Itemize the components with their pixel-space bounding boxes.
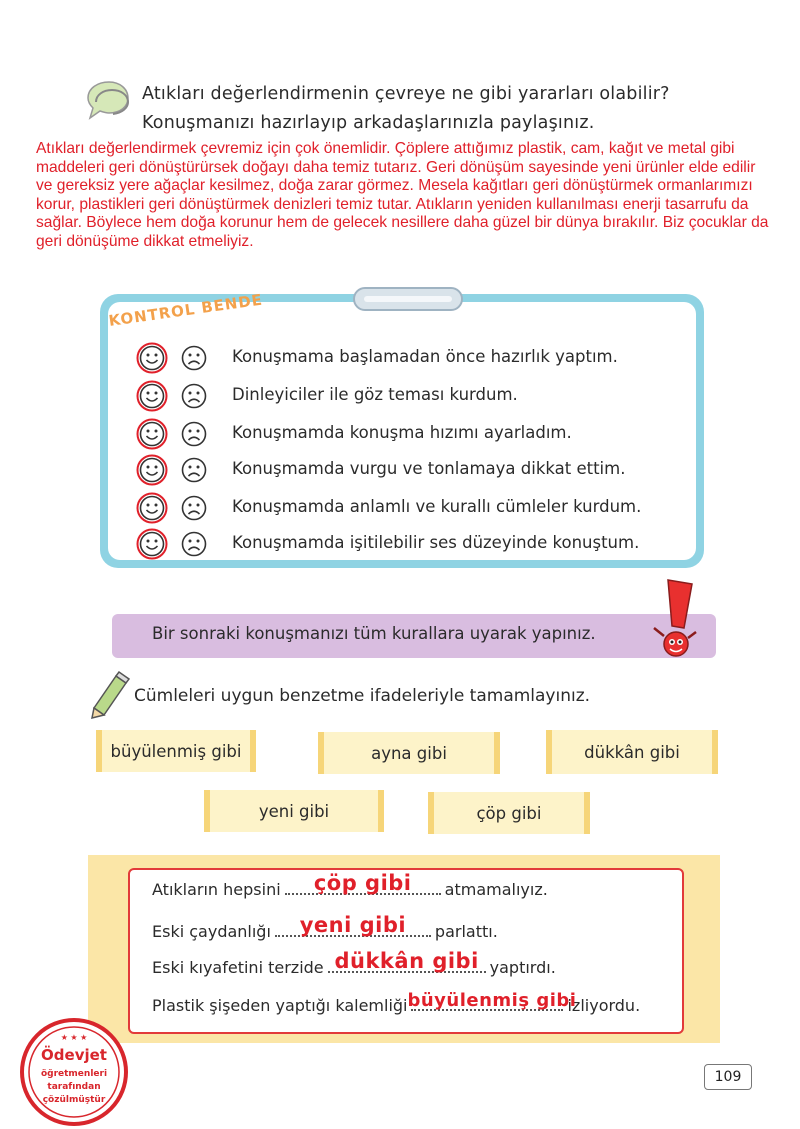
sentence-after: parlattı. [434,922,498,941]
smile-face-icon[interactable] [136,342,168,374]
checklist-row [136,492,696,526]
checklist-item-text: Konuşmamda vurgu ve tonlamaya dikkat ettim. [232,459,626,478]
checklist-row [136,342,696,376]
kontrol-bende-title: KONTROL BENDE [107,290,264,330]
word-option-label: büyülenmiş gibi [110,741,242,761]
sentence-before: Eski kıyafetini terzide [152,958,324,977]
stamp-line-4: çözülmüştür [42,1095,106,1105]
answer-blank[interactable] [407,990,577,1015]
sad-face-icon[interactable] [178,418,210,450]
checklist-item-text: Konuşmamda anlamlı ve kurallı cümleler kurdum. [232,497,642,516]
smile-face-icon[interactable] [136,380,168,412]
sentence-after: yaptırdı. [489,958,556,977]
sentence-before: Atıkların hepsini [152,880,281,899]
svg-text:★ ★ ★: ★ ★ ★ [60,1033,88,1042]
stamp-line-3: tarafından [47,1082,101,1092]
sad-face-icon[interactable] [178,454,210,486]
checklist-item-text: Dinleyiciler ile göz teması kurdum. [232,385,518,404]
checklist-row [136,418,696,452]
answer-blank[interactable] [324,949,490,977]
word-option [96,730,256,772]
sentence-before: Plastik şişeden yaptığı kalemliği [152,996,408,1015]
checklist-row [136,454,696,488]
smile-face-icon[interactable] [136,454,168,486]
checklist-row [136,528,696,562]
sentence-2 [152,913,498,941]
sentence-3 [152,949,556,977]
question-line-2: Konuşmanızı hazırlayıp arkadaşlarınızla paylaşınız. [142,113,595,133]
sentence-1 [152,871,548,899]
smile-face-icon[interactable] [136,418,168,450]
checklist-row [136,380,696,414]
word-option [546,730,718,774]
answer-text: Atıkları değerlendirmek çevremiz için çok önemlidir. Çöplere attığımız plastik, cam, kağıt ve metal gibi maddeleri geri dönüştürürsek doğayı daha temiz tutarız. Geri dönüşüm sayesinde yeni ürünler elde edilir ve gereksiz yere ağaçlar kesilmez, doğa zarar görmez. Mesela kağıtları geri dönüştürmek ormanlarımızı korur, plastikleri geri dönüştürmek denizleri temiz tutar. Atıkların yeniden kullanılması enerji tasarrufu da sağlar. Böylece hem doğa korunur hem de gelecek nesillere daha güzel bir dünya bırakılır. Biz çocuklar da geri dönüşüme dikkat etmeliyiz. [36,140,769,250]
smile-face-icon[interactable] [136,528,168,560]
word-option [318,732,500,774]
checklist-item-text: Konuşmamda işitilebilir ses düzeyinde konuştum. [232,533,640,552]
sad-face-icon[interactable] [178,492,210,524]
smile-face-icon[interactable] [136,492,168,524]
checklist-item-text: Konuşmama başlamadan önce hazırlık yaptım. [232,347,618,366]
sentence-after: izliyordu. [567,996,641,1015]
speech-bubble-icon [82,78,132,126]
answer-blank[interactable] [281,871,445,899]
answer-handwritten: yeni gibi [299,913,407,937]
exclamation-mascot-icon [646,576,704,662]
odevjet-stamp [18,1016,130,1128]
stamp-line-2: öğretmenleri [40,1069,108,1079]
word-option-label: ayna gibi [371,743,447,763]
page-number: 109 [704,1064,752,1090]
sad-face-icon[interactable] [178,380,210,412]
word-option-label: çöp gibi [476,803,542,823]
sad-face-icon[interactable] [178,528,210,560]
answer-handwritten: çöp gibi [313,871,412,895]
answer-handwritten: büyülenmiş gibi [407,990,577,1011]
sentence-after: atmamalıyız. [444,880,548,899]
pencil-icon [86,668,130,720]
question-line-1: Atıkları değerlendirmenin çevreye ne gibi yararları olabilir? [142,84,670,104]
stamp-line-1: Ödevjet [41,1046,107,1064]
sentence-4 [152,990,641,1015]
word-option-label: yeni gibi [258,801,330,821]
sentence-before: Eski çaydanlığı [152,922,271,941]
clip-icon [352,284,464,314]
word-option [204,790,384,832]
answer-handwritten: dükkân gibi [334,949,479,973]
word-option [428,792,590,834]
checklist-item-text: Konuşmamda konuşma hızımı ayarladım. [232,423,572,442]
reminder-banner-text: Bir sonraki konuşmanızı tüm kurallara uyarak yapınız. [152,624,596,643]
sad-face-icon[interactable] [178,342,210,374]
word-option-label: dükkân gibi [584,742,680,762]
answer-blank[interactable] [271,913,435,941]
instruction-text: Cümleleri uygun benzetme ifadeleriyle tamamlayınız. [134,686,591,706]
